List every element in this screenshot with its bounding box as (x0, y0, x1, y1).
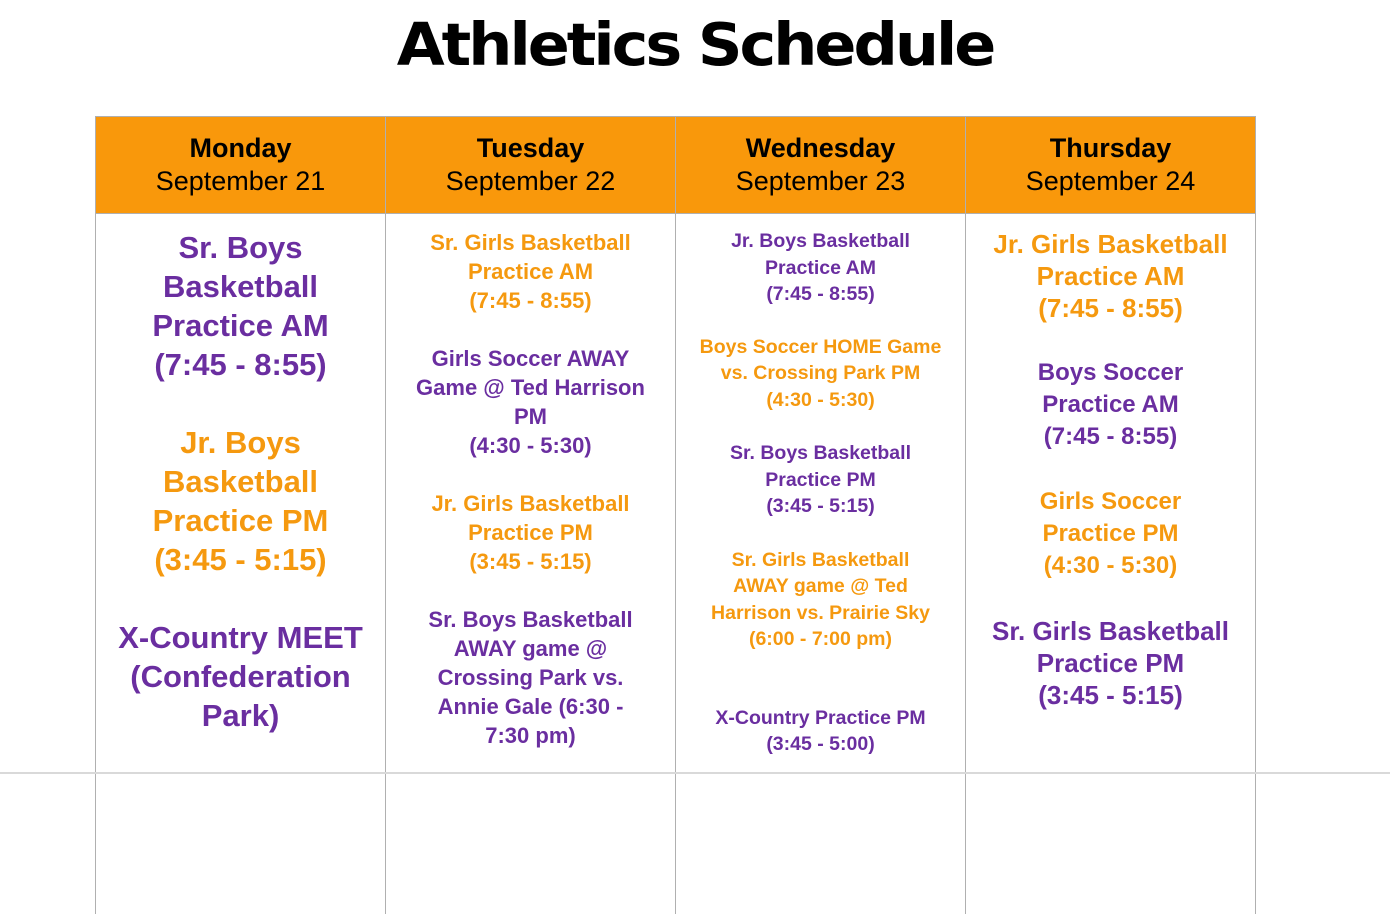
event-line: X-Country MEET (102, 618, 379, 657)
event-line: (7:45 - 8:55) (102, 345, 379, 384)
event-line: (4:30 - 5:30) (682, 387, 959, 414)
event-line: Practice PM (682, 467, 959, 494)
event-line: Boys Soccer (972, 357, 1249, 389)
event-line: (7:45 - 8:55) (682, 281, 959, 308)
event-line: (7:45 - 8:55) (392, 286, 669, 315)
event-block (972, 615, 1249, 711)
event-block (102, 423, 379, 579)
event-line: Practice PM (392, 518, 669, 547)
event-line: (7:45 - 8:55) (972, 292, 1249, 324)
events-row (96, 214, 1256, 914)
day-date: September 21 (96, 165, 385, 198)
event-line: AWAY game @ (392, 634, 669, 663)
event-line: Basketball (102, 267, 379, 306)
cell-wednesday (676, 214, 966, 914)
cell-monday (96, 214, 386, 914)
header-wednesday (676, 117, 966, 214)
day-date: September 24 (966, 165, 1255, 198)
divider (0, 772, 1390, 774)
day-name: Monday (96, 132, 385, 165)
event-line: vs. Crossing Park PM (682, 360, 959, 387)
event-line: Jr. Boys Basketball (682, 228, 959, 255)
event-line: Practice AM (392, 257, 669, 286)
event-line: (3:45 - 5:15) (682, 493, 959, 520)
event-line: Sr. Boys Basketball (682, 440, 959, 467)
event-line: Sr. Girls Basketball (392, 228, 669, 257)
event-line: Girls Soccer (972, 486, 1249, 518)
event-block (682, 334, 959, 414)
event-line: AWAY game @ Ted (682, 573, 959, 600)
event-line: Sr. Girls Basketball (972, 615, 1249, 647)
event-line: Practice PM (972, 647, 1249, 679)
event-line: PM (392, 402, 669, 431)
event-block (392, 344, 669, 460)
event-line: (6:00 - 7:00 pm) (682, 626, 959, 653)
header-row (96, 117, 1256, 214)
day-name: Tuesday (386, 132, 675, 165)
event-line: Sr. Girls Basketball (682, 547, 959, 574)
day-date: September 22 (386, 165, 675, 198)
day-name: Wednesday (676, 132, 965, 165)
cell-thursday (966, 214, 1256, 914)
event-line: Girls Soccer AWAY (392, 344, 669, 373)
event-line: (3:45 - 5:15) (102, 540, 379, 579)
event-line: Annie Gale (6:30 - (392, 692, 669, 721)
page-title: Athletics Schedule (0, 10, 1390, 79)
event-line: (3:45 - 5:15) (392, 547, 669, 576)
header-monday (96, 117, 386, 214)
event-line: Basketball (102, 462, 379, 501)
event-line: (4:30 - 5:30) (392, 431, 669, 460)
event-block (682, 705, 959, 758)
event-block (392, 489, 669, 576)
event-block (682, 440, 959, 520)
event-line: Sr. Boys Basketball (392, 605, 669, 634)
day-name: Thursday (966, 132, 1255, 165)
event-line: Practice PM (972, 518, 1249, 550)
event-line: Game @ Ted Harrison (392, 373, 669, 402)
schedule-table (95, 116, 1256, 914)
event-line: Jr. Girls Basketball (972, 228, 1249, 260)
event-line: Sr. Boys (102, 228, 379, 267)
event-line: 7:30 pm) (392, 721, 669, 750)
event-line: (3:45 - 5:00) (682, 731, 959, 758)
event-line: Practice AM (102, 306, 379, 345)
event-line: Harrison vs. Prairie Sky (682, 600, 959, 627)
event-line: Practice AM (682, 255, 959, 282)
event-line: (3:45 - 5:15) (972, 679, 1249, 711)
event-line: Practice PM (102, 501, 379, 540)
event-line: (Confederation (102, 657, 379, 696)
event-block (972, 486, 1249, 582)
header-tuesday (386, 117, 676, 214)
cell-tuesday (386, 214, 676, 914)
event-block (102, 618, 379, 735)
event-block (972, 228, 1249, 324)
event-block (392, 605, 669, 750)
event-line: (7:45 - 8:55) (972, 421, 1249, 453)
event-line: X-Country Practice PM (682, 705, 959, 732)
header-thursday (966, 117, 1256, 214)
event-line: Practice AM (972, 389, 1249, 421)
event-block (102, 228, 379, 384)
event-line: Jr. Boys (102, 423, 379, 462)
event-line: Boys Soccer HOME Game (682, 334, 959, 361)
event-block (682, 228, 959, 308)
event-block (972, 357, 1249, 453)
event-line: Practice AM (972, 260, 1249, 292)
event-line: Jr. Girls Basketball (392, 489, 669, 518)
event-line: Park) (102, 696, 379, 735)
event-line: Crossing Park vs. (392, 663, 669, 692)
event-block (682, 547, 959, 653)
day-date: September 23 (676, 165, 965, 198)
event-line: (4:30 - 5:30) (972, 550, 1249, 582)
event-block (392, 228, 669, 315)
